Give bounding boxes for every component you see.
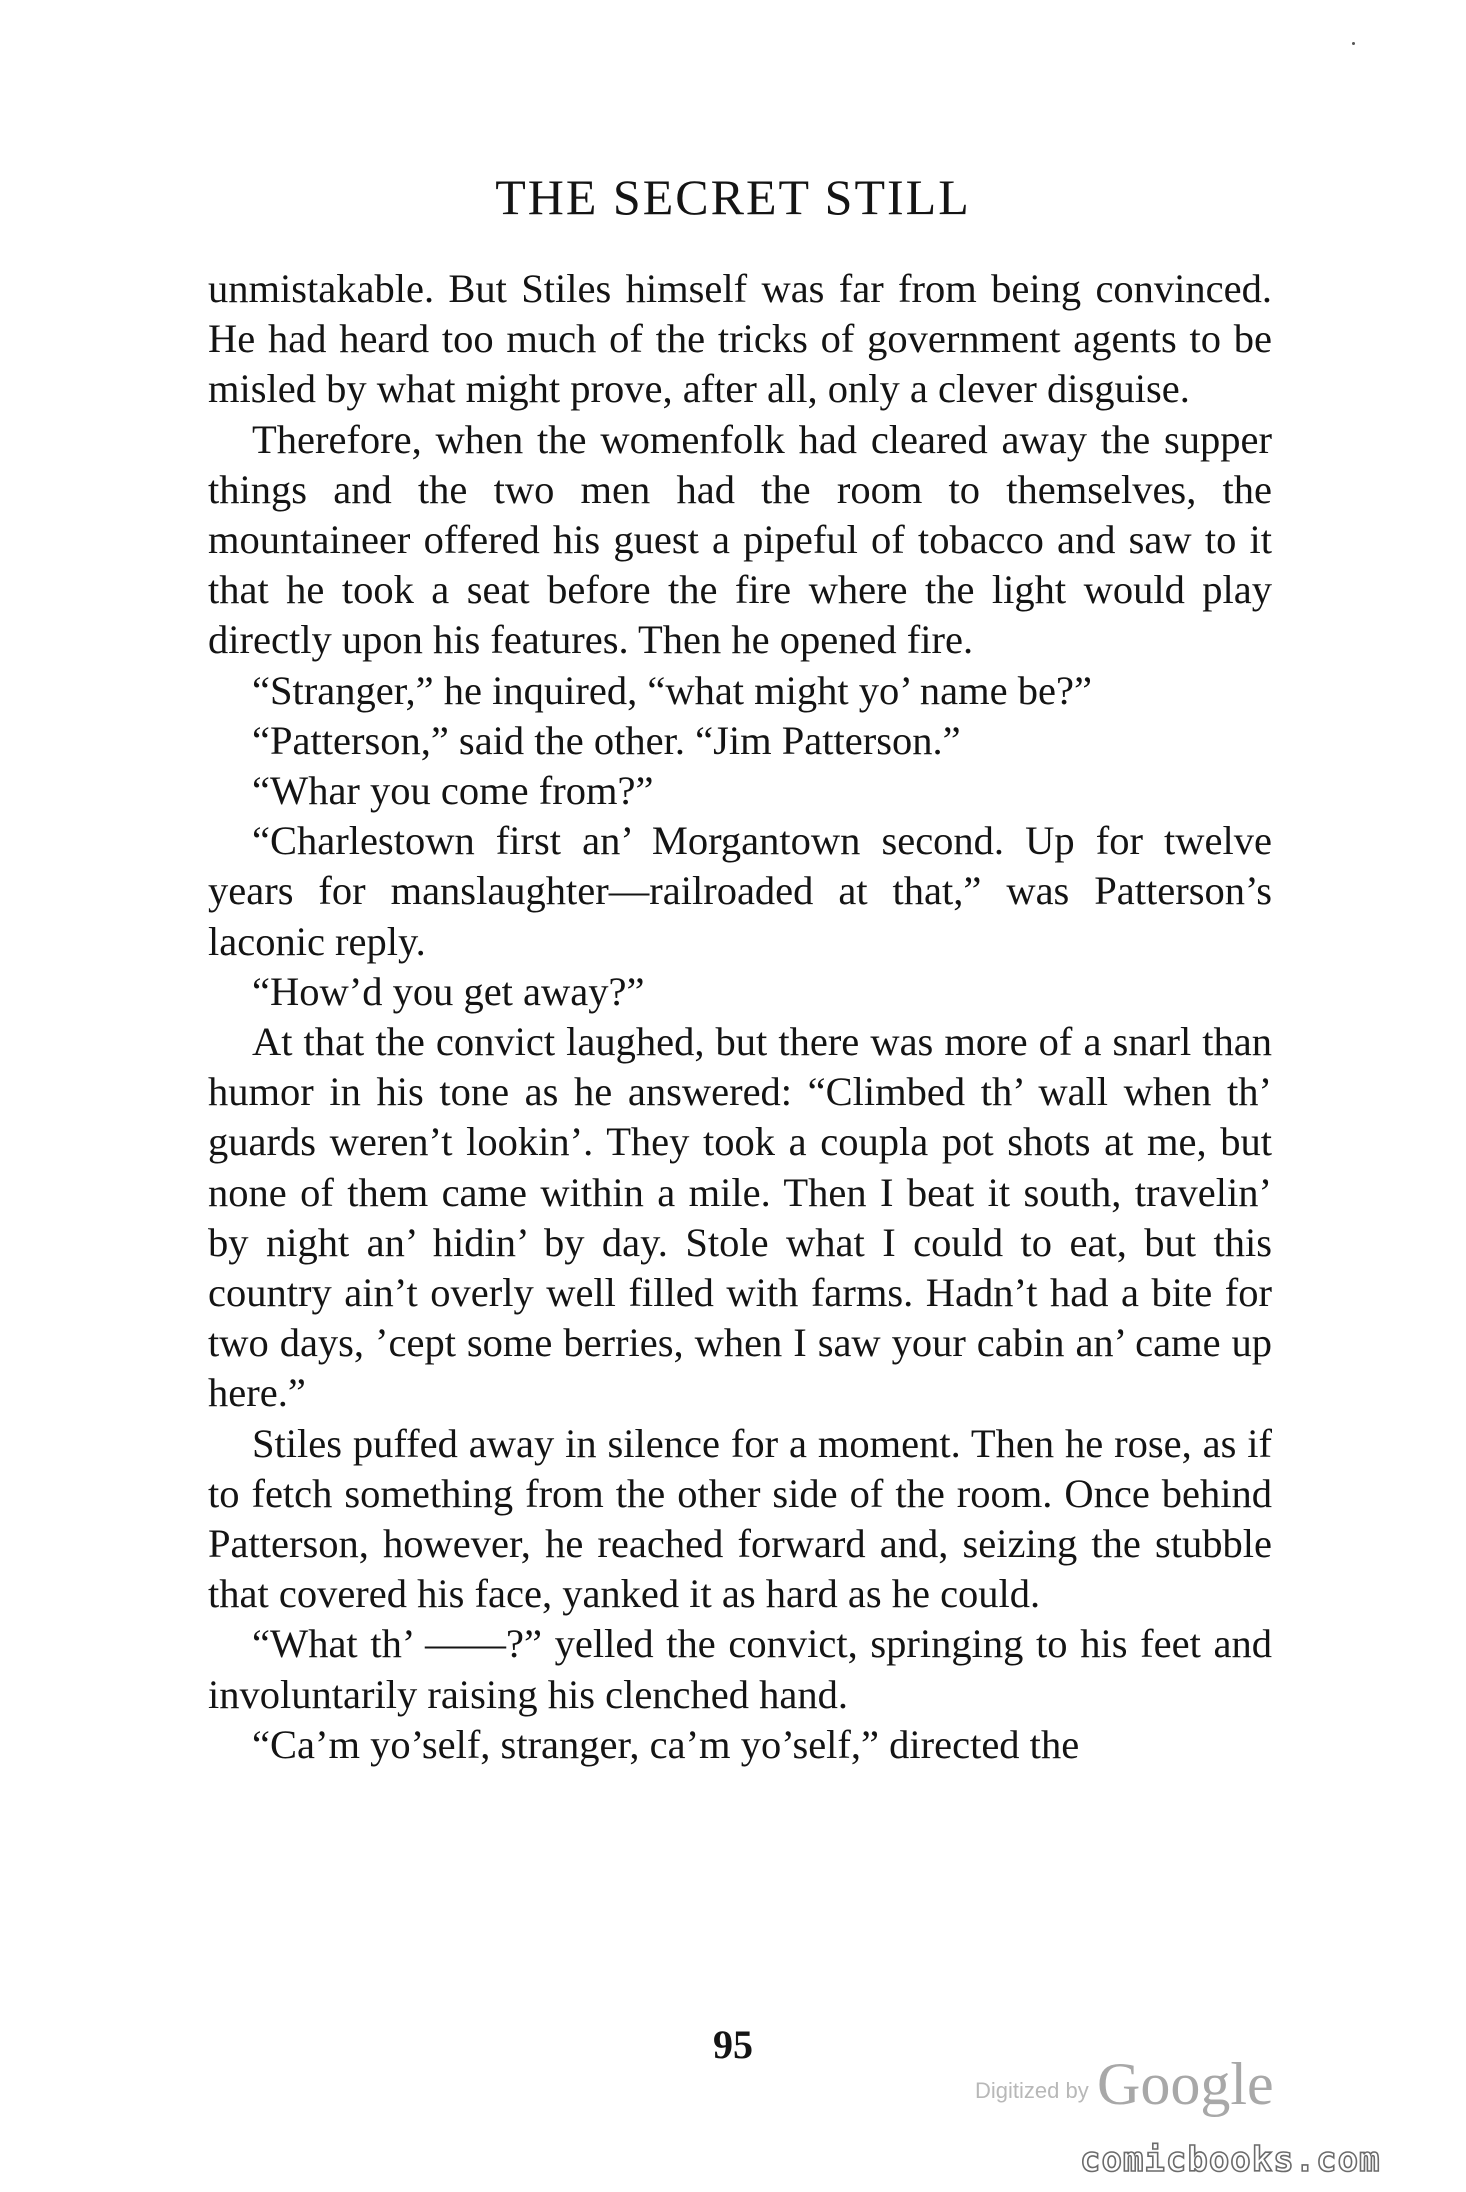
digitized-prefix: Digitized by (975, 2078, 1089, 2103)
paragraph: Stiles puffed away in silence for a moment. Then he rose, as if to fetch something from the other side of the room. Once behind Patterson, however, he reached forward and, seizing the stubble that covered his face, yanked it as hard as he could. (208, 1420, 1272, 1617)
paragraph: “Whar you come from?” (252, 768, 654, 814)
paragraph: “How’d you get away?” (252, 968, 645, 1014)
digitized-by-google-watermark (975, 2040, 1275, 2120)
paragraph: “What th’ ——?” yelled the convict, springing to his feet and involuntarily raising his clenched hand. (208, 1621, 1272, 1717)
paragraph: “Stranger,” he inquired, “what might yo’ name be?” (252, 667, 1092, 713)
paragraph: At that the convict laughed, but there was more of a snarl than humor in his tone as he answered: “Climbed th’ wall when th’ guards weren’t lookin’. They took a coupla pot shots at me, but none of them came within a mile. Then I beat it south, travelin’ by night an’ hidin’ by day. Stole what I could to eat, but this country ain’t overly well filled with farms. Hadn’t had a bite for two days, ’cept some berries, when I saw your cabin an’ came up here.” (208, 1019, 1272, 1416)
paragraph: “Charlestown first an’ Morgantown second. Up for twelve years for manslaughter—railroaded at that,” was Patterson’s laconic reply. (208, 818, 1272, 964)
body-text (208, 264, 1272, 1770)
site-watermark: comicbooks.com (1080, 2140, 1381, 2180)
paper-speck (1352, 42, 1355, 45)
running-title: THE SECRET STILL (495, 169, 971, 225)
paragraph: Therefore, when the womenfolk had cleared away the supper things and the two men had the room to themselves, the mountaineer offered his guest a pipeful of tobacco and saw to it that he took a seat before the fire where the light would play directly upon his features. Then he opened fire. (208, 416, 1272, 663)
page-number: 95 (713, 2022, 753, 2067)
paragraph: “Patterson,” said the other. “Jim Patterson.” (252, 717, 961, 763)
google-wordmark: Google (1097, 2051, 1274, 2117)
paragraph-continued: unmistakable. But Stiles himself was far from being convinced. He had heard too much of the tricks of government agents to be misled by what might prove, after all, only a clever disguise. (208, 266, 1272, 412)
paragraph: “Ca’m yo’self, stranger, ca’m yo’self,” directed the (252, 1721, 1080, 1767)
